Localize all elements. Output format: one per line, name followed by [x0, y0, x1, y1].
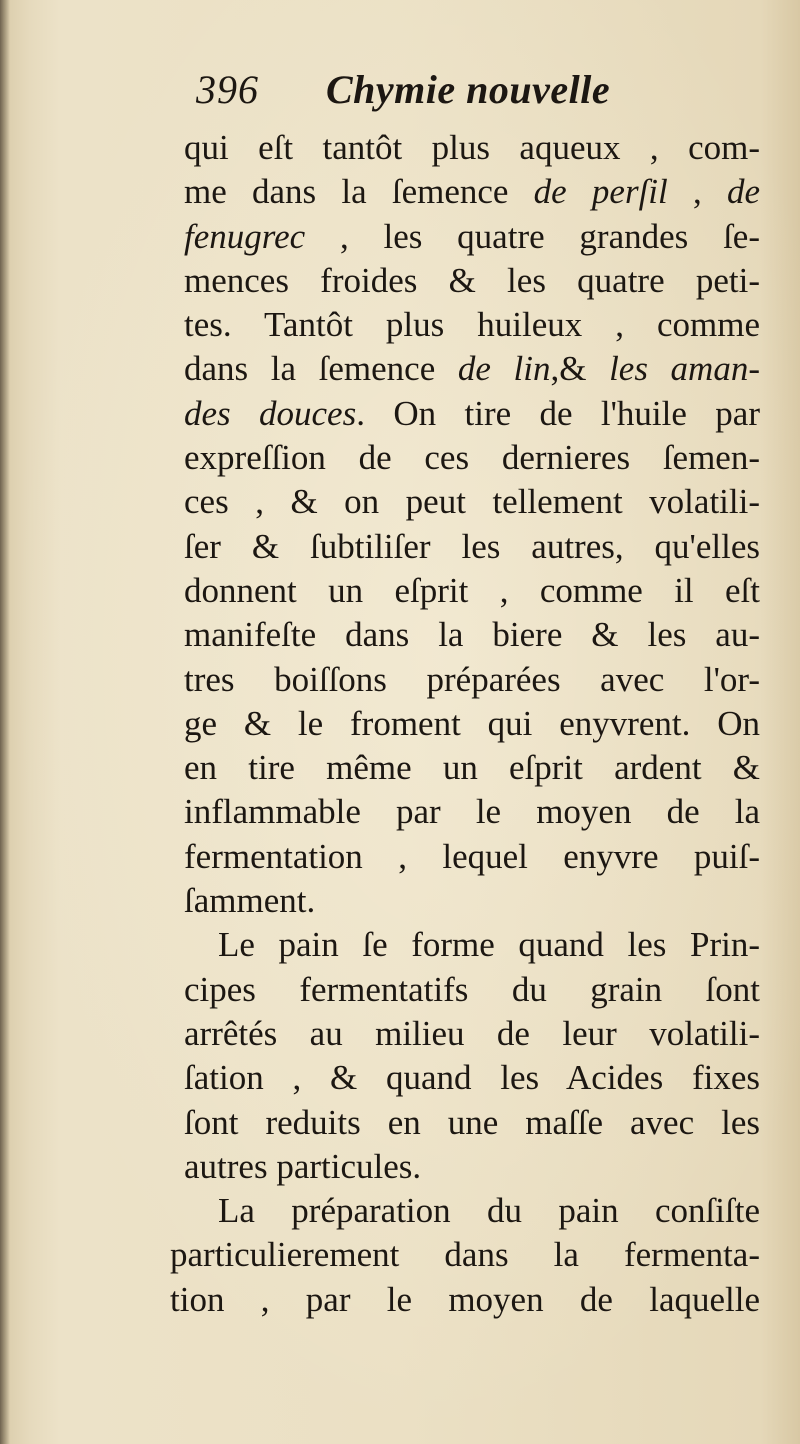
text-segment: ,& [550, 349, 610, 389]
text-line [160, 746, 760, 790]
text-line [160, 1012, 760, 1056]
text-segment: La préparation du pain conſiſte [218, 1191, 760, 1231]
text-segment: donnent un eſprit , comme il eſt [184, 570, 760, 610]
text-line [160, 215, 760, 259]
text-line [160, 569, 760, 613]
running-title: Chymie nouvelle [326, 67, 611, 112]
text-segment: tres boiſſons préparées avec l'or- [184, 659, 760, 699]
page-header [196, 66, 756, 122]
text-segment: ge & le froment qui enyvrent. On [184, 703, 760, 743]
text-segment: tes. Tantôt plus huileux , comme [184, 305, 760, 345]
text-line [160, 480, 760, 524]
text-segment: , les quatre grandes ſe- [305, 216, 760, 256]
text-line [160, 303, 760, 347]
text-segment: autres particules. [184, 1146, 422, 1186]
text-line [160, 525, 760, 569]
text-segment: fermentation , lequel enyvre puiſ- [184, 836, 760, 876]
text-segment: qui eſt tantôt plus aqueux , com- [184, 128, 760, 167]
italic-text-segment: de lin [457, 349, 551, 389]
text-line [160, 126, 760, 170]
text-segment: Le pain ſe forme quand les Prin- [218, 925, 760, 965]
text-line [160, 1145, 760, 1189]
text-line [160, 1101, 760, 1145]
italic-text-segment: fenugrec [184, 216, 306, 256]
text-segment: en tire même un eſprit ardent & [184, 748, 760, 788]
text-line [160, 347, 760, 391]
italic-text-segment: de [726, 172, 760, 212]
text-line [160, 392, 760, 436]
text-segment: me dans la ſemence [184, 172, 534, 212]
text-line [160, 790, 760, 834]
text-segment: dans la ſemence [184, 349, 458, 389]
italic-text-segment: de perſil [533, 172, 668, 212]
text-line [160, 835, 760, 879]
text-segment: expreſſion de ces dernieres ſemen- [184, 438, 760, 478]
text-segment: manifeſte dans la biere & les au- [184, 615, 760, 655]
body-text [160, 126, 760, 1322]
text-segment: , [667, 172, 727, 212]
text-segment: ſamment. [184, 881, 316, 921]
text-segment: . On tire de l'huile par [356, 393, 760, 433]
text-segment: tion , par le moyen de laquelle [170, 1279, 760, 1319]
text-segment: ſer & ſubtiliſer les autres, qu'elles [184, 526, 760, 566]
text-line [160, 436, 760, 480]
text-segment: particulierement dans la fermenta- [170, 1235, 760, 1275]
text-line [160, 1278, 760, 1322]
text-segment: mences froides & les quatre peti- [184, 260, 760, 300]
text-segment: ces , & on peut tellement volatili- [184, 482, 760, 522]
text-line [160, 259, 760, 303]
text-line [160, 170, 760, 214]
text-line [160, 1189, 760, 1233]
binding-edge [0, 0, 10, 1444]
page-number: 396 [196, 67, 259, 112]
text-line [160, 658, 760, 702]
text-line [160, 702, 760, 746]
text-line [160, 968, 760, 1012]
italic-text-segment: des douces [184, 393, 357, 433]
italic-text-segment: les aman- [609, 349, 760, 389]
text-segment: inflammable par le moyen de la [184, 792, 760, 832]
text-segment: ſation , & quand les Acides fixes [184, 1058, 760, 1098]
text-line [160, 923, 760, 967]
text-line [160, 613, 760, 657]
text-segment: arrêtés au milieu de leur volatili- [184, 1013, 760, 1053]
text-line [160, 879, 760, 923]
text-segment: ſont reduits en une maſſe avec les [184, 1102, 760, 1142]
text-segment: cipes fermentatifs du grain ſont [184, 969, 760, 1009]
text-line [160, 1056, 760, 1100]
text-line [160, 1233, 760, 1277]
